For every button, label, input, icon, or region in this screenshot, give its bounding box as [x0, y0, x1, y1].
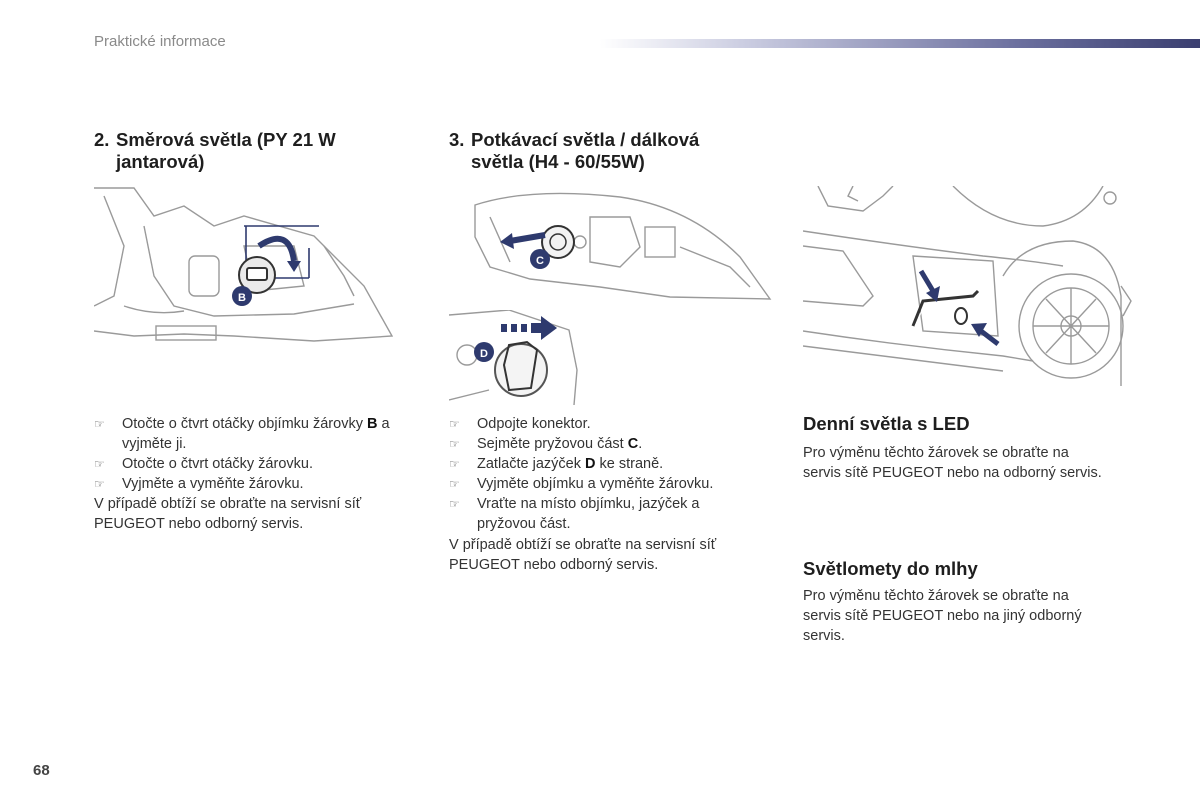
text-line: servis sítě PEUGEOT nebo na jiný odborný [803, 608, 1082, 624]
turn-signal-note [94, 494, 424, 534]
turn-signal-illustration [94, 186, 394, 346]
list-item [449, 434, 779, 454]
list-item [449, 494, 779, 534]
pointing-hand-icon: ☞ [94, 457, 105, 471]
header-decorative-bar [600, 39, 1200, 48]
note-line: PEUGEOT nebo odborný servis. [449, 557, 659, 573]
step-ref: C [627, 436, 639, 452]
step-text: Odpojte konektor. [477, 416, 591, 432]
title-line: Směrová světla (PY 21 W [116, 129, 336, 150]
step-text: Otočte o čtvrt otáčky žárovku. [122, 456, 313, 472]
section-header: Praktické informace [94, 33, 226, 50]
section-number: 3. [449, 129, 465, 150]
headlight-tab-illustration [449, 310, 579, 405]
step-text: Vraťte na místo objímku, jazýček a [477, 496, 700, 512]
callout-b: B [238, 292, 246, 304]
list-item [449, 454, 779, 474]
step-text: vyjměte ji. [122, 436, 187, 452]
section-number: 2. [94, 129, 110, 150]
list-item [94, 414, 424, 454]
title-line: světla (H4 - 60/55W) [471, 151, 645, 172]
page-number: 68 [33, 762, 50, 779]
note-line: V případě obtíží se obraťte na servisní síť [449, 537, 717, 553]
note-line: PEUGEOT nebo odborný servis. [94, 516, 304, 532]
led-section-title: Denní světla s LED [803, 413, 970, 434]
step-text: Vyjměte objímku a vyměňte žárovku. [477, 476, 714, 492]
pointing-hand-icon: ☞ [449, 417, 460, 431]
step-text: a [377, 416, 390, 432]
list-item [94, 454, 424, 474]
turn-signal-steps [94, 414, 424, 494]
step-text: Zatlačte jazýček [477, 456, 585, 472]
text-line: Pro výměnu těchto žárovek se obraťte na [803, 588, 1069, 604]
step-text: Vyjměte a vyměňte žárovku. [122, 476, 304, 492]
list-item [449, 474, 779, 494]
section-title-headlights [449, 129, 789, 173]
callout-c: C [536, 255, 544, 267]
headlight-illustration [470, 187, 775, 305]
pointing-hand-icon: ☞ [94, 477, 105, 491]
step-text: pryžovou část. [477, 516, 571, 532]
step-text: ke straně. [595, 456, 664, 472]
fog-section-title: Světlomety do mlhy [803, 558, 978, 579]
pointing-hand-icon: ☞ [449, 457, 460, 471]
front-bumper-illustration [803, 186, 1133, 396]
headlight-note [449, 535, 779, 575]
title-line: Potkávací světla / dálková [471, 129, 700, 150]
headlight-steps [449, 414, 779, 534]
callout-d: D [480, 348, 488, 360]
fog-section-text [803, 586, 1143, 646]
step-ref: D [585, 456, 596, 472]
step-ref: B [366, 416, 378, 432]
title-line: jantarová) [116, 151, 205, 172]
pointing-hand-icon: ☞ [449, 437, 460, 451]
step-text: Sejměte pryžovou část [477, 436, 628, 452]
pointing-hand-icon: ☞ [94, 417, 105, 431]
text-line: servis. [803, 628, 845, 644]
note-line: V případě obtíží se obraťte na servisní síť [94, 496, 362, 512]
pointing-hand-icon: ☞ [449, 477, 460, 491]
list-item [94, 474, 424, 494]
text-line: servis sítě PEUGEOT nebo na odborný servis. [803, 465, 1102, 481]
list-item [449, 414, 779, 434]
step-text: Otočte o čtvrt otáčky objímku žárovky [122, 416, 367, 432]
text-line: Pro výměnu těchto žárovek se obraťte na [803, 445, 1069, 461]
led-section-text [803, 443, 1143, 483]
pointing-hand-icon: ☞ [449, 497, 460, 511]
step-text: . [638, 436, 643, 452]
section-title-turn-signals [94, 129, 424, 173]
